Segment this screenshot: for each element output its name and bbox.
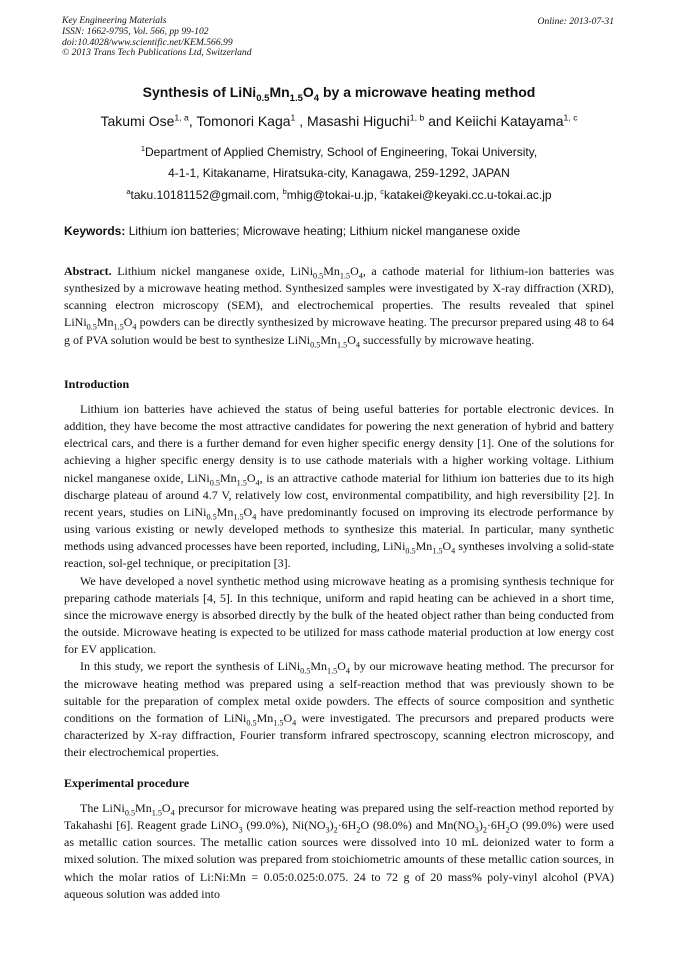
email-mark: a	[126, 187, 131, 196]
title-mn: Mn	[269, 84, 290, 100]
email-mark: c	[380, 187, 384, 196]
title-suffix: by a microwave heating method	[319, 84, 536, 100]
title-o: O	[302, 84, 314, 100]
affiliation-line-1	[0, 145, 678, 159]
journal-header	[62, 16, 252, 59]
author-separator: and	[424, 113, 456, 129]
keywords-label: Keywords:	[64, 224, 126, 238]
abstract-text: Lithium nickel manganese oxide, $LiNi_{0.5}Mn_{1.5}O_4$, a cathode material for lithium-ion batteries was synthesized by a microwave heating method. Synthesized samples were investigated by X-ray diffraction (XRD), scanning electron microscopy (SEM), and electrochemical properties. The results revealed that spinel $LiNi_{0.5}Mn_{1.5}O_4$ powders can be directly synthesized by microwave heating. The precursor prepared using 48 to 64 g of PVA solution would be best to synthesize $LiNi_{0.5}Mn_{1.5}O_4$ successfully by microwave heating.	[64, 264, 614, 350]
email-line	[0, 188, 678, 202]
paper-title	[0, 84, 678, 104]
issn-line: ISSN: 1662-9795, Vol. 566, pp 99-102	[62, 25, 209, 37]
introduction-body	[64, 401, 614, 761]
author-name: Keiichi Katayama	[455, 113, 564, 129]
experimental-heading: Experimental procedure	[64, 776, 190, 790]
email-address[interactable]: mhig@tokai-u.jp,	[286, 188, 381, 202]
abstract-label: Abstract.	[64, 264, 112, 278]
author-name: Tomonori Kaga	[196, 113, 291, 129]
email-address[interactable]: katakei@keyaki.cc.u-tokai.ac.jp	[384, 188, 552, 202]
affiliation-mark: 1	[140, 144, 145, 153]
keywords-text: Lithium ion batteries; Microwave heating; Lithium nickel manganese oxide	[125, 224, 521, 238]
affiliation-text: Department of Applied Chemistry, School of Engineering, Tokai University,	[144, 145, 538, 159]
author-affil-mark: 1, c	[563, 112, 578, 123]
journal-name: Key Engineering Materials	[62, 15, 167, 26]
author-affil-mark: 1, b	[409, 112, 425, 123]
author-list	[0, 113, 678, 129]
author-separator: ,	[188, 113, 197, 129]
paragraph: In this study, we report the synthesis of $LiNi_{0.5}Mn_{1.5}O_4$ by our microwave heating method. The precursor for the microwave heating method was prepared using a self-reaction method that was previously shown to be suitable for the preparation of complex metal oxide powders. The effects of source composition and synthetic conditions on the formation of $LiNi_{0.5}Mn_{1.5}O_4$ were investigated. The precursors and prepared products were characterized by X-ray diffraction, Fourier transform infrared spectroscopy, scanning electron microscopy, and their electrochemical properties.	[64, 659, 615, 760]
author-name: Takumi Ose	[100, 113, 175, 129]
affiliation-line-2: 4-1-1, Kitakaname, Hiratsuka-city, Kanagawa, 259-1292, JAPAN	[168, 166, 510, 180]
keywords-line	[64, 224, 520, 238]
paragraph: We have developed a novel synthetic method using microwave heating as a promising synthesis technique for preparing cathode materials [4, 5]. In this technique, uniform and rapid heating can be achieved in a short time, since the microwave energy is absorbed directly by the bulk of the heated object rather than being conducted from the outside. Microwave heating is expected to be utilized for mass cathode material production at low energy cost for EV application.	[64, 573, 614, 657]
title-sub-mn: 1.5	[289, 92, 303, 104]
experimental-body	[64, 800, 614, 903]
email-address[interactable]: taku.10181152@gmail.com,	[130, 188, 283, 202]
introduction-heading: Introduction	[64, 377, 130, 391]
author-name: Masashi Higuchi	[307, 113, 410, 129]
title-prefix: Synthesis of LiNi	[142, 84, 257, 100]
author-separator: ,	[295, 113, 308, 129]
title-sub-ni: 0.5	[256, 92, 270, 104]
paragraph: Lithium ion batteries have achieved the status of being useful batteries for portable electronic devices. In addition, they have become the most attractive candidates for powering the next generation of hybrid and battery electrical cars, and there is a further demand for even higher specific energy density [1]. One of the solutions for achieving a higher specific energy density is to use cathode materials with a higher working voltage. Lithium nickel manganese oxide, $LiNi_{0.5}Mn_{1.5}O_4$, is an attractive cathode material for lithium ion batteries due to its high discharge plateau of around 4.7 V, relatively low cost, environmental compatibility, and high reversibility [2]. In recent years, studies on $LiNi_{0.5}Mn_{1.5}O_4$ have predominantly focused on improving its electrode performance by using various existing or newly developed methods to synthesize this material. In particular, many synthetic methods using advanced processes have been reported, including, $LiNi_{0.5}Mn_{1.5}O_4$ syntheses involving a solid-state reaction, sol-gel technique, or precipitation [3].	[64, 402, 615, 571]
title-sub-o: 4	[313, 92, 320, 104]
author-affil-mark: 1	[290, 112, 296, 123]
author-affil-mark: 1, a	[174, 112, 189, 123]
copyright-line: © 2013 Trans Tech Publications Ltd, Switzerland	[62, 47, 252, 59]
paragraph: The $LiNi_{0.5}Mn_{1.5}O_4$ precursor for microwave heating was prepared using the self-reaction method reported by Takahashi [6]. Reagent grade LiNO$_3$ (99.0%), $Ni(NO_3)_2\cdot 6H_2O$ (98.0%) and $Mn(NO_3)_2\cdot 6H_2O$ (99.0%) were used as metallic cation sources. The metallic cation sources were dissolved into 10 mL deionized water to form a mixed solution. The mixed solution was prepared from stoichiometric amounts of these metallic cation sources, in which the molar ratios of Li:Ni:Mn = 0.05:0.025:0.075. 24 to 72 g of 20 mass% poly-vinyl alcohol (PVA) aqueous solution was added into	[64, 801, 614, 901]
email-mark: b	[282, 187, 287, 196]
online-date: Online: 2013-07-31	[537, 16, 614, 27]
abstract	[64, 263, 614, 349]
doi-line[interactable]: doi:10.4028/www.scientific.net/KEM.566.99	[62, 36, 233, 48]
